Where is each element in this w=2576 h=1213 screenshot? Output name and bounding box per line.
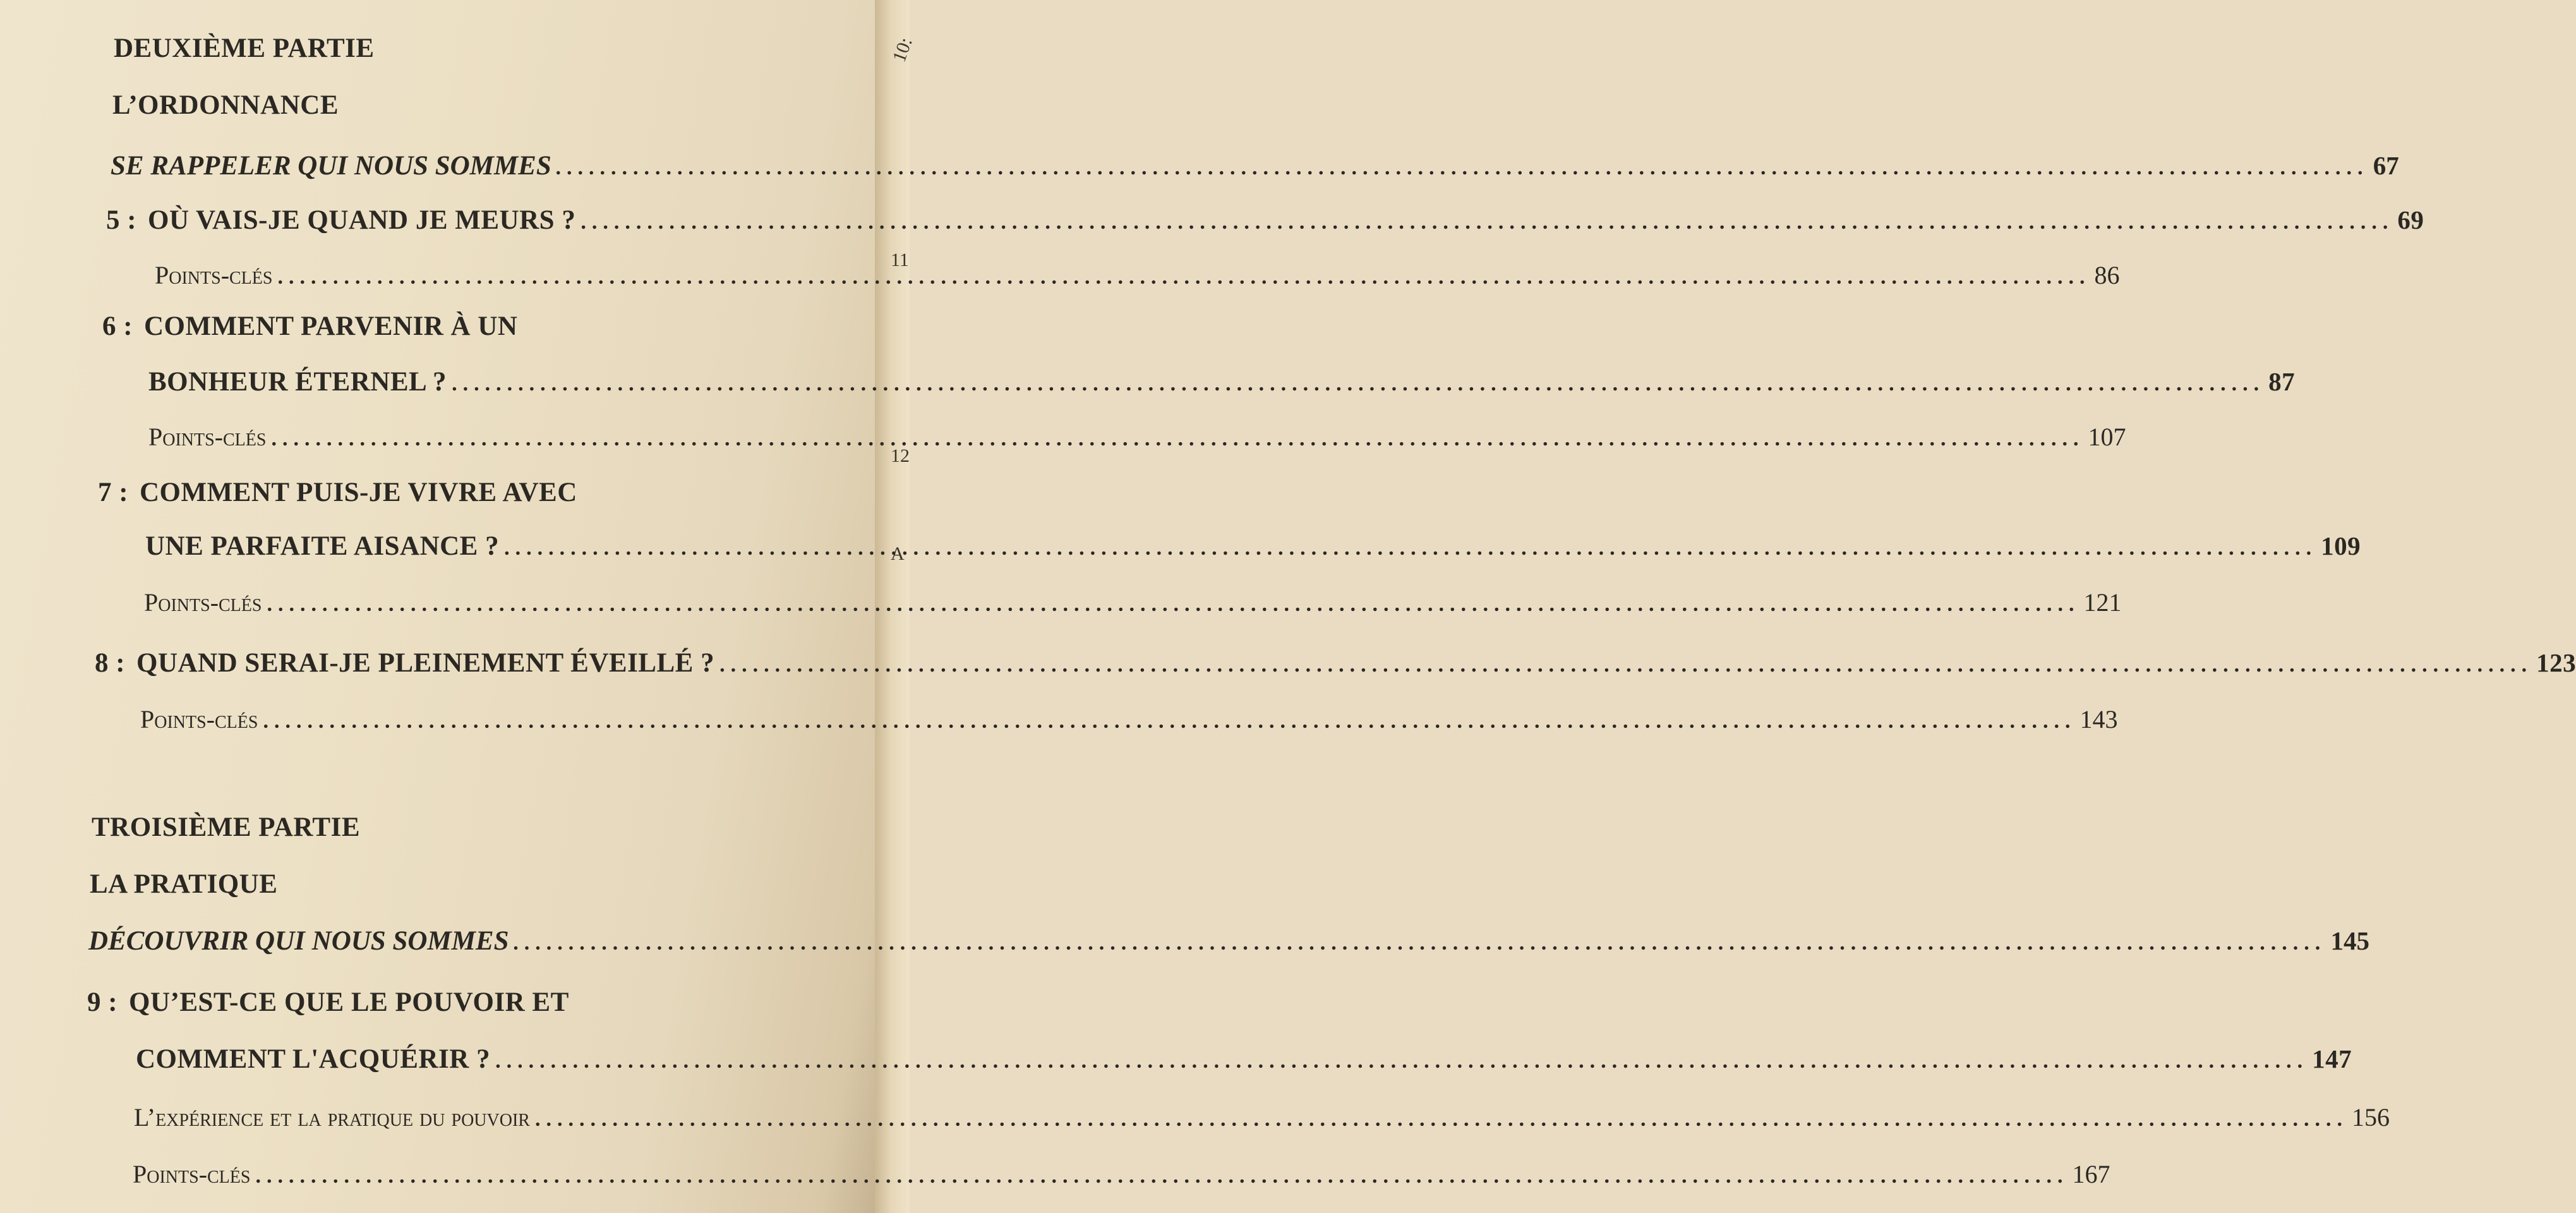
subentry-label: Points-clés (144, 588, 262, 617)
part-title (92, 812, 360, 843)
part-subtitle-text: L’ORDONNANCE (112, 90, 339, 120)
toc-entry-chapter-6-cont[interactable] (148, 366, 2296, 397)
toc-entry-points-cles[interactable] (148, 422, 2126, 452)
chapter-number: 8 : (95, 648, 126, 678)
dot-leader (581, 210, 2393, 234)
toc-entry-section[interactable] (88, 926, 2369, 957)
chapter-title: OÙ VAIS-JE QUAND JE MEURS ? (148, 205, 576, 235)
chapter-title: COMMENT PUIS-JE VIVRE AVEC (140, 478, 577, 507)
dot-leader (495, 1049, 2308, 1073)
part-subtitle (112, 90, 339, 121)
chapter-title: COMMENT L'ACQUÉRIR ? (136, 1044, 491, 1074)
page-number: 145 (2330, 926, 2369, 955)
dot-leader (719, 653, 2532, 677)
dot-leader (255, 1164, 2068, 1188)
chapter-title: COMMENT PARVENIR À UN (144, 311, 518, 341)
toc-entry-chapter-7[interactable] (98, 477, 577, 508)
page-number: 123 (2536, 648, 2576, 677)
page-number: 156 (2351, 1103, 2390, 1132)
dot-leader (452, 372, 2265, 396)
toc-entry-points-cles[interactable] (144, 588, 2122, 617)
part-title-text: TROISIÈME PARTIE (92, 812, 361, 842)
facing-page-fragment: A (891, 543, 905, 564)
chapter-number: 6 : (102, 311, 133, 341)
chapter-number: 5 : (106, 205, 137, 235)
facing-page-fragment: 10: (888, 35, 917, 65)
toc-entry-chapter-7-cont[interactable] (145, 531, 2361, 562)
chapter-title: BONHEUR ÉTERNEL ? (148, 367, 447, 397)
facing-page-fragment: 12 (891, 445, 910, 466)
chapter-title: UNE PARFAITE AISANCE ? (145, 531, 500, 561)
dot-leader (535, 1107, 2348, 1132)
page-number: 167 (2072, 1160, 2110, 1188)
toc-entry-chapter-8[interactable] (95, 648, 2576, 679)
dot-leader (504, 536, 2317, 560)
dot-leader (514, 931, 2327, 955)
toc-entry-chapter-9-cont[interactable] (136, 1044, 2352, 1075)
page-number: 143 (2079, 705, 2118, 733)
part-title-text: DEUXIÈME PARTIE (114, 33, 375, 63)
page-number: 109 (2321, 531, 2361, 560)
dot-leader (277, 265, 2090, 289)
section-title: DÉCOUVRIR QUI NOUS SOMMES (88, 926, 509, 956)
subentry-label: Points-clés (155, 261, 273, 289)
subentry-label: Points-clés (133, 1160, 251, 1188)
toc-entry-experience[interactable] (134, 1102, 2390, 1132)
chapter-title: QU’EST-CE QUE LE POUVOIR ET (129, 987, 569, 1017)
toc-entry-chapter-5[interactable] (106, 205, 2424, 236)
chapter-number: 7 : (98, 478, 129, 507)
subentry-label: Points-clés (148, 423, 267, 451)
part-title (114, 33, 375, 64)
dot-leader (271, 427, 2084, 451)
dot-leader (267, 593, 2079, 617)
toc-entry-chapter-6[interactable] (102, 311, 517, 342)
page-number: 69 (2397, 205, 2424, 234)
part-subtitle (90, 869, 277, 900)
dot-leader (263, 709, 2076, 733)
toc-entry-section[interactable] (111, 150, 2399, 181)
subentry-label: L’expérience et la pratique du pouvoir (134, 1103, 530, 1132)
dot-leader (557, 156, 2369, 180)
subentry-label: Points-clés (140, 705, 258, 733)
page-number: 147 (2312, 1044, 2352, 1073)
toc-entry-points-cles[interactable] (140, 704, 2118, 734)
section-title: SE RAPPELER QUI NOUS SOMMES (111, 151, 551, 181)
toc-entry-chapter-9[interactable] (87, 987, 569, 1018)
page-number: 86 (2094, 261, 2120, 289)
chapter-title: QUAND SERAI-JE PLEINEMENT ÉVEILLÉ ? (136, 648, 715, 678)
part-subtitle-text: LA PRATIQUE (90, 869, 278, 899)
toc-entry-points-cles[interactable] (133, 1159, 2110, 1189)
page-number: 107 (2088, 423, 2126, 451)
chapter-number: 9 : (87, 987, 118, 1017)
facing-page-fragment: 11 (891, 250, 909, 270)
page-number: 87 (2268, 367, 2296, 396)
page-number: 67 (2373, 151, 2399, 180)
page-number: 121 (2083, 588, 2122, 617)
